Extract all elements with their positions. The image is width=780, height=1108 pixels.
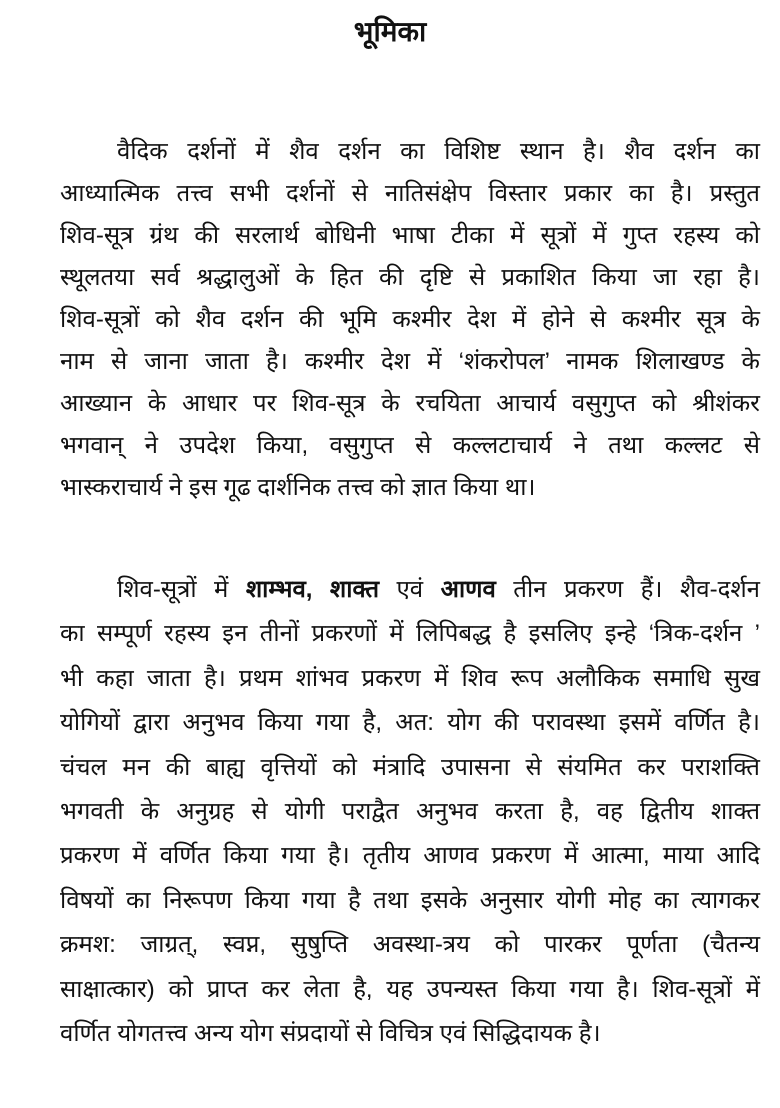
- text-line: चंचल मन की बाह्य वृत्तियों को मंत्रादि उपासना से संयमित कर पराशक्ति: [60, 753, 760, 781]
- text-line: योगियों द्वारा अनुभव किया गया है, अत: योग की परावस्था इसमें वर्णित है।: [60, 709, 760, 737]
- text-line: साक्षात्कार) को प्राप्त कर लेता है, यह उपन्यस्त किया गया है। शिव-सूत्रों में: [60, 975, 760, 1003]
- text-line: भास्कराचार्य ने इस गूढ दार्शनिक तत्त्व को ज्ञात किया था।: [60, 474, 536, 501]
- page-title: भूमिका: [353, 16, 427, 47]
- text-line: शिव-सूत्रों को शैव दर्शन की भूमि कश्मीर देश में होने से कश्मीर सूत्र के: [60, 306, 760, 333]
- text-line: विषयों का निरूपण किया गया है तथा इसके अनुसार योगी मोह का त्यागकर: [60, 886, 760, 914]
- text-line: आख्यान के आधार पर शिव-सूत्र के रचयिता आचार्य वसुगुप्त को श्रीशंकर: [60, 390, 760, 417]
- text-line: शिव-सूत्र ग्रंथ की सरलार्थ बोधिनी भाषा टीका में सूत्रों में गुप्त रहस्य को: [60, 222, 760, 249]
- text-line: प्रकरण में वर्णित किया गया है। तृतीय आणव प्रकरण में आत्मा, माया आदि: [60, 842, 760, 870]
- text-line: भगवती के अनुग्रह से योगी पराद्वैत अनुभव करता है, वह द्वितीय शाक्त: [60, 797, 760, 825]
- bold-term: आणव: [440, 576, 496, 603]
- paragraph-2: [60, 568, 760, 1056]
- text-span: एवं: [379, 576, 441, 603]
- text-line: क्रमश: जाग्रत्, स्वप्न, सुषुप्ति अवस्था-त्रय को पारकर पूर्णता (चैतन्य: [60, 931, 760, 959]
- text-line: का सम्पूर्ण रहस्य इन तीनों प्रकरणों में लिपिबद्ध है इसलिए इन्हे ‘त्रिक-दर्शन ’: [60, 620, 760, 648]
- text-line: स्थूलतया सर्व श्रद्धालुओं के हित की दृष्टि से प्रकाशित किया जा रहा है।: [60, 264, 760, 291]
- text-span: तीन प्रकरण हैं। शैव-दर्शन: [495, 576, 761, 603]
- text-line: आध्यात्मिक तत्त्व सभी दर्शनों से नातिसंक्षेप विस्तार प्रकार का है। प्रस्तुत: [60, 180, 760, 207]
- text-line: वर्णित योगतत्त्व अन्य योग संप्रदायों से विचित्र एवं सिद्धिदायक है।: [60, 1019, 601, 1047]
- text-span: शिव-सूत्रों में: [117, 576, 246, 603]
- text-line: भगवान् ने उपदेश किया, वसुगुप्त से कल्लटाचार्य ने तथा कल्लट से: [60, 432, 760, 459]
- text-line: भी कहा जाता है। प्रथम शांभव प्रकरण में शिव रूप अलौकिक समाधि सुख: [60, 664, 760, 692]
- bold-term: शाम्भव, शाक्त: [245, 576, 380, 603]
- text-line: [60, 568, 760, 612]
- paragraph-1: [60, 131, 760, 509]
- text-line: वैदिक दर्शनों में शैव दर्शन का विशिष्ट स्थान है। शैव दर्शन का: [117, 138, 760, 165]
- text-line: नाम से जाना जाता है। कश्मीर देश में ‘शंकरोपल’ नामक शिलाखण्ड के: [60, 348, 760, 375]
